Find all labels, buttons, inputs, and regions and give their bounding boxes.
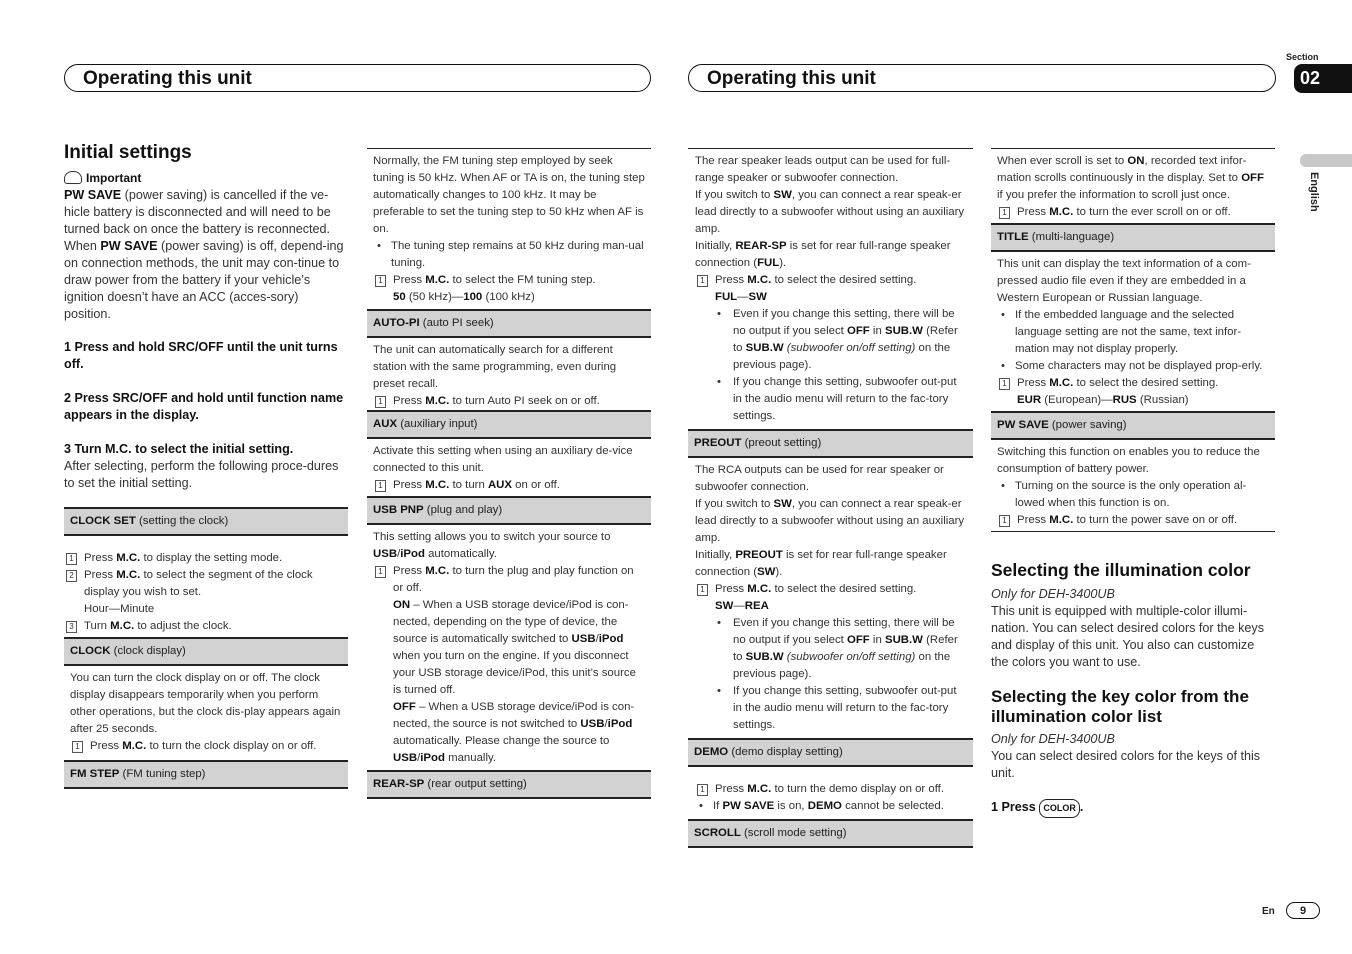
step-item: 1 Press M.C. to turn the plug and play function on or off. xyxy=(373,563,645,597)
step-option: 50 (50 kHz)—100 (100 kHz) xyxy=(393,291,535,303)
bullet-item: • Even if you change this setting, there will be no output if you select OFF in SUB.W (Refer to SUB.W (subwoofer on/off setting) on the previous page). xyxy=(695,306,966,374)
step-item: 2 Press M.C. to select the segment of the clock display you wish to set. xyxy=(64,567,348,601)
auto-pi-text: The unit can automatically search for a different station with the same programming, even during preset recall. xyxy=(373,344,617,390)
initial-settings-title: Initial settings xyxy=(64,142,192,163)
column-1 xyxy=(64,144,348,789)
bullet-item: • The tuning step remains at 50 kHz during man-ual tuning. xyxy=(373,238,645,272)
auto-pi-bar: AUTO-PI (auto PI seek) xyxy=(367,309,651,338)
step-item: 1 Press M.C. to turn the power save on or off. xyxy=(997,512,1269,529)
demo-bar: DEMO (demo display setting) xyxy=(688,738,973,767)
scroll-bar: SCROLL (scroll mode setting) xyxy=(688,819,973,848)
step-option: SW—REA xyxy=(715,600,769,612)
important-icon xyxy=(64,171,82,184)
step-option: EUR (European)—RUS (Russian) xyxy=(1017,394,1189,406)
language-tab xyxy=(1300,154,1352,167)
instruction-3-text: After selecting, perform the following proce-dures to set the initial setting. xyxy=(64,459,339,490)
section-number-tab: 02 xyxy=(1294,64,1352,93)
instruction-3: 3 Turn M.C. to select the initial setting. xyxy=(64,442,294,456)
illumination-text: This unit is equipped with multiple-color illumi-nation. You can select desired colors for the keys and display of this unit. You also can customize the colors you want to use. xyxy=(991,604,1265,669)
important-note: Important xyxy=(64,170,348,187)
rear-sp-bar: REAR-SP (rear output setting) xyxy=(367,770,651,799)
pw-save-intro: PW SAVE (power saving) is cancelled if the ve-hicle battery is disconnected and will need to be turned back on once the battery is reconnected. When PW SAVE (power saving) is off, depend-ing on connection methods, the unit may con-tinue to draw power from the battery if your vehicle’s ignition doesn’t have an ACC (acces-sory) position. xyxy=(64,188,344,321)
clock-bar: CLOCK (clock display) xyxy=(64,637,348,666)
step-item: 1 Press M.C. to select the desired setting. xyxy=(695,581,966,598)
step-item: 1 Press M.C. to select the desired setting. xyxy=(997,375,1269,392)
illumination-model-note: Only for DEH-3400UB xyxy=(991,587,1115,601)
preout-text-3: Initially, PREOUT is set for rear full-range speaker connection (SW). xyxy=(695,549,947,578)
instruction-1: 1 Press and hold SRC/OFF until the unit turns off. xyxy=(64,340,338,371)
column-4 xyxy=(991,148,1275,818)
language-label: English xyxy=(1308,172,1320,212)
pw-save-text: Switching this function on enables you to reduce the consumption of battery power. xyxy=(997,446,1260,475)
preout-bar: PREOUT (preout setting) xyxy=(688,429,973,458)
step-item: 3 Turn M.C. to adjust the clock. xyxy=(64,618,348,635)
instruction-2: 2 Press SRC/OFF and hold until function name appears in the display. xyxy=(64,391,344,422)
usb-pnp-bar: USB PNP (plug and play) xyxy=(367,496,651,525)
title-bar: TITLE (multi-language) xyxy=(991,223,1275,252)
step-item: 1 Press M.C. to turn AUX on or off. xyxy=(373,477,645,494)
scroll-text: When ever scroll is set to ON, recorded text infor-mation scrolls continuously in the display. Set to OFF if you prefer the information to scroll just once. xyxy=(997,155,1264,201)
illumination-title: Selecting the illumination color xyxy=(991,560,1251,580)
bullet-item: • Turning on the source is the only operation al-lowed when this function is on. xyxy=(997,478,1269,512)
section-header-right: Operating this unit xyxy=(688,64,1276,92)
color-button-icon: COLOR xyxy=(1039,799,1080,818)
step-option: FUL—SW xyxy=(715,291,767,303)
usb-text: This setting allows you to switch your source to USB/iPod automatically. xyxy=(373,531,611,560)
step-item: 1 Press M.C. to turn the clock display on or off. xyxy=(64,738,348,755)
rear-sp-text-3: Initially, REAR-SP is set for rear full-range speaker connection (FUL). xyxy=(695,240,951,269)
step-item: 1 Press M.C. to turn the ever scroll on or off. xyxy=(997,204,1269,221)
bullet-item: • Even if you change this setting, there will be no output if you select OFF in SUB.W (Refer to SUB.W (subwoofer on/off setting) on the previous page). xyxy=(695,615,966,683)
key-color-text: You can select desired colors for the keys of this unit. xyxy=(991,749,1261,780)
usb-off-text: OFF – When a USB storage device/iPod is con-nected, the source is not switched to USB/iPod automatically. Please change the source to USB/iPod manually. xyxy=(393,701,635,764)
bullet-item: • If you change this setting, subwoofer out-put in the audio menu will return to the fac-tory settings. xyxy=(695,683,966,734)
preout-text-2: If you switch to SW, you can connect a rear speak-er lead directly to a subwoofer without using an auxiliary amp. xyxy=(695,498,965,544)
fm-step-bar: FM STEP (FM tuning step) xyxy=(64,760,348,789)
pw-save-bar: PW SAVE (power saving) xyxy=(991,411,1275,440)
clock-text: You can turn the clock display on or off. The clock display disappears temporarily when you perform other operations, but the clock dis-play appears again after 25 seconds. xyxy=(70,672,341,735)
section-label: Section xyxy=(1286,52,1319,62)
aux-text: Activate this setting when using an auxiliary de-vice connected to this unit. xyxy=(373,445,633,474)
bullet-item: • If PW SAVE is on, DEMO cannot be selected. xyxy=(695,798,966,815)
bullet-item: • Some characters may not be displayed prop-erly. xyxy=(997,358,1269,375)
bullet-item: • If you change this setting, subwoofer out-put in the audio menu will return to the fac-tory settings. xyxy=(695,374,966,425)
bullet-item: • If the embedded language and the selected language setting are not the same, text infor-mation may not display properly. xyxy=(997,307,1269,358)
column-2 xyxy=(367,148,651,799)
key-color-title: Selecting the key color from the illumination color list xyxy=(991,687,1249,726)
page-language: En xyxy=(1262,906,1275,917)
preout-text-1: The RCA outputs can be used for rear speaker or subwoofer connection. xyxy=(695,464,944,493)
fm-text: Normally, the FM tuning step employed by seek tuning is 50 kHz. When AF or TA is on, the tuning step automatically changes to 100 kHz. It may be preferable to set the tuning step to 50 kHz when AF is on. xyxy=(373,155,645,235)
aux-bar: AUX (auxiliary input) xyxy=(367,410,651,439)
clock-set-bar: CLOCK SET (setting the clock) xyxy=(64,507,348,536)
key-color-model-note: Only for DEH-3400UB xyxy=(991,732,1115,746)
rear-sp-text-1: The rear speaker leads output can be used for full-range speaker or subwoofer connection. xyxy=(695,155,951,184)
usb-on-text: ON – When a USB storage device/iPod is con-nected, depending on the type of device, the source is automatically switched to USB/iPod when you turn on the engine. If you disconnect your USB storage device/iPod, this unit’s source is turned off. xyxy=(393,599,636,696)
step-item: 1 Press M.C. to turn the demo display on or off. xyxy=(695,781,966,798)
column-3 xyxy=(688,148,973,848)
step-item: 1 Press M.C. to select the desired setting. xyxy=(695,272,966,289)
step-item: 1 Press M.C. to turn Auto PI seek on or off. xyxy=(373,393,645,410)
step-option: Hour—Minute xyxy=(84,603,155,615)
title-text: This unit can display the text information of a com-pressed audio file even if they are embedded in a Western European or Russian language. xyxy=(997,258,1251,304)
page-number: 9 xyxy=(1286,902,1320,919)
rear-sp-text-2: If you switch to SW, you can connect a rear speak-er lead directly to a subwoofer without using an auxiliary amp. xyxy=(695,189,965,235)
key-color-step: 1 Press COLOR . xyxy=(991,799,1275,818)
section-header-left: Operating this unit xyxy=(64,64,651,92)
step-item: 1 Press M.C. to display the setting mode. xyxy=(64,550,348,567)
step-item: 1 Press M.C. to select the FM tuning step. xyxy=(373,272,645,289)
